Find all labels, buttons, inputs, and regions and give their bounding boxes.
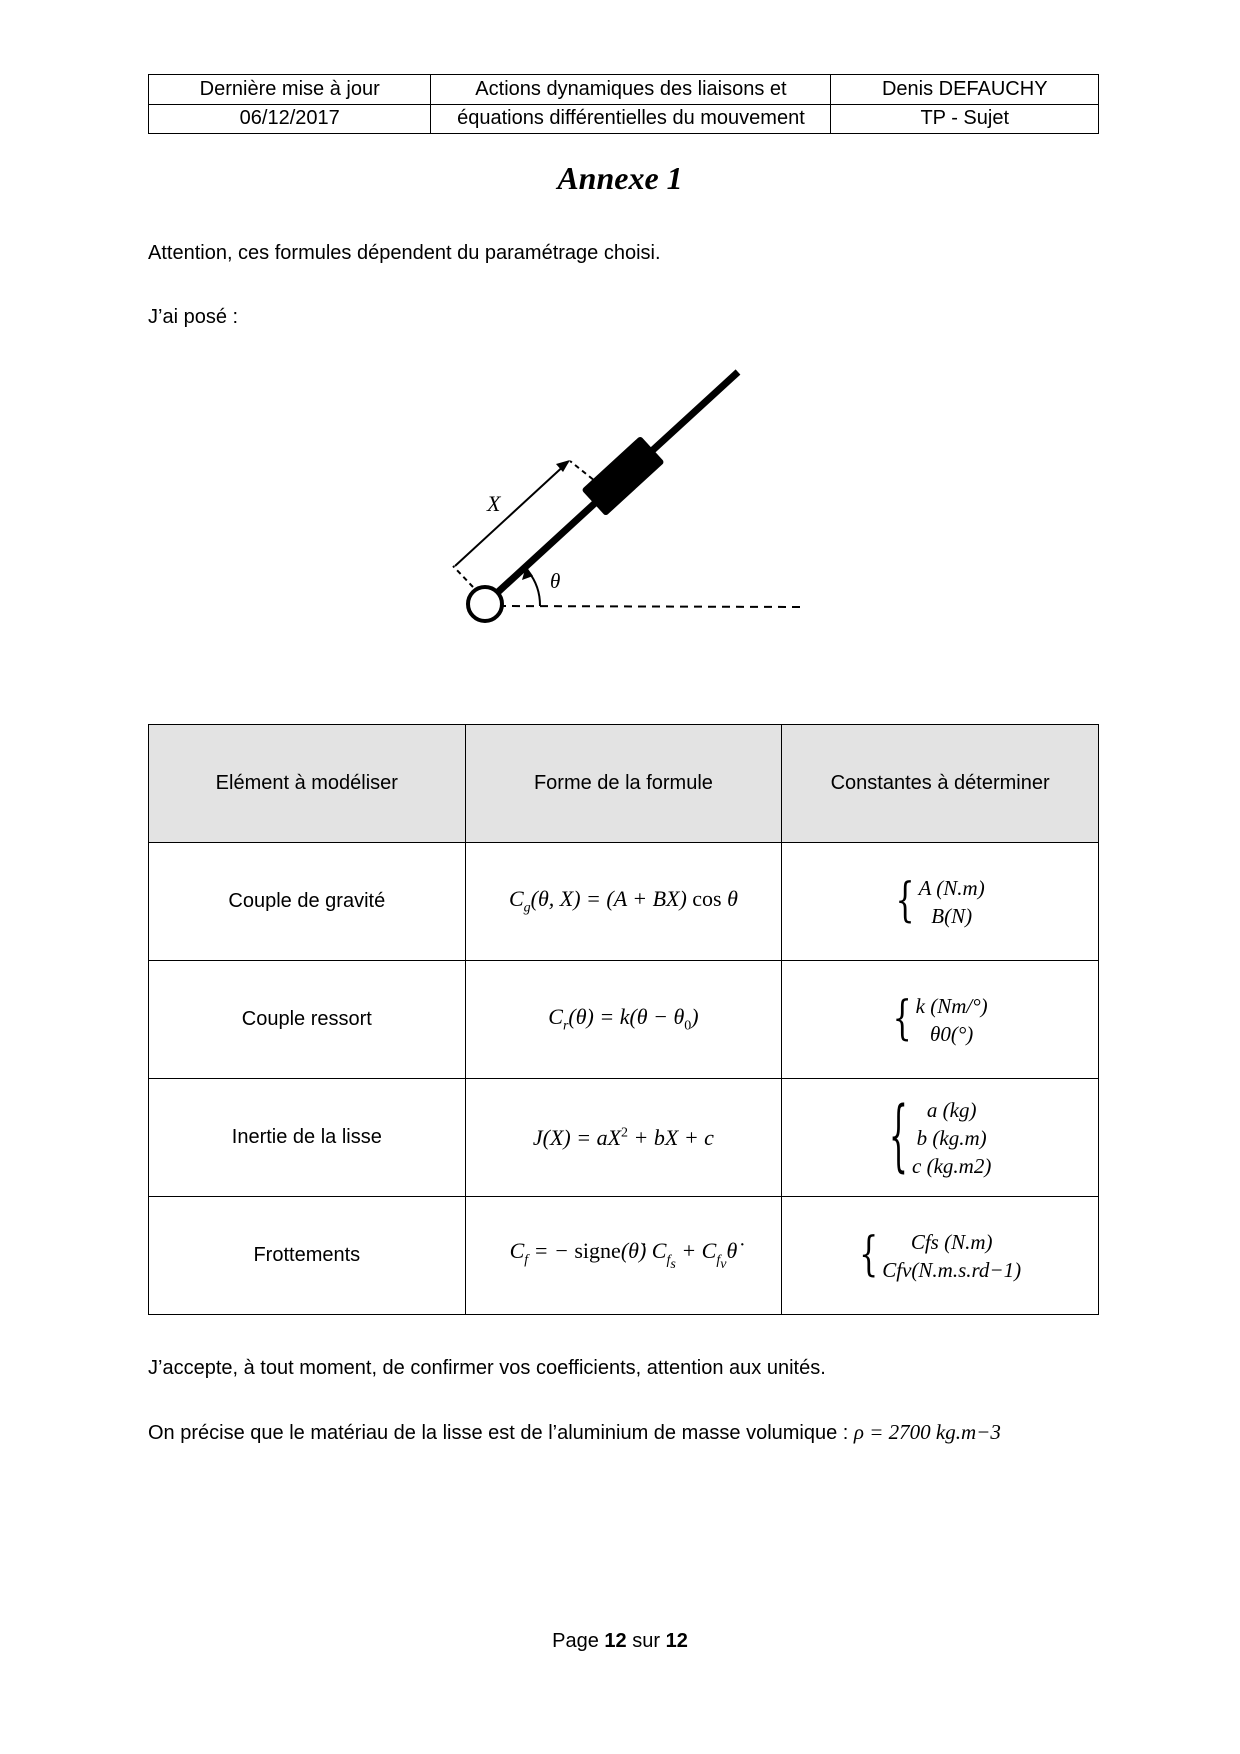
inertia-formula: $J(X) = aX^2$ + bX + c — [532, 1124, 714, 1150]
constant: B(N) — [931, 903, 973, 928]
constant: k (Nm/°) — [915, 993, 988, 1018]
footer-middle: sur — [626, 1630, 666, 1652]
constant: c (kg.m2) — [912, 1153, 992, 1178]
formula-cell — [465, 1197, 782, 1315]
constants-group — [859, 1228, 1021, 1284]
x-extension-line-left — [453, 566, 473, 587]
page-title: Annexe 1 — [557, 160, 683, 196]
posed-label: J’ai posé : — [148, 306, 239, 328]
doc-type: TP - Sujet — [831, 104, 1099, 134]
accept-text: J’accepte, à tout moment, de confirmer vos coefficients, attention aux unités. — [148, 1357, 826, 1379]
constant: b (kg.m) — [916, 1125, 987, 1150]
model-table — [148, 724, 1099, 1315]
constant: Cfv(N.m.s.rd−1) — [882, 1257, 1022, 1282]
spring-formula: $C_r(\theta) = k(\theta - \theta_0)$ — [548, 1004, 699, 1034]
left-brace: { — [888, 1092, 909, 1183]
formula-cell — [465, 843, 782, 961]
material-paragraph — [148, 1420, 1001, 1445]
theta-label: θ — [550, 569, 561, 593]
constants-group — [888, 1092, 992, 1183]
constant: A (N.m) — [918, 875, 985, 900]
left-brace: { — [895, 874, 915, 929]
table-header-cell: Constantes à déterminer — [782, 725, 1099, 843]
footer-page: 12 — [604, 1630, 627, 1652]
subject-line-1: Actions dynamiques des liaisons et — [431, 75, 831, 105]
element-cell: Frottements — [149, 1197, 466, 1315]
footer-prefix: Page — [552, 1630, 605, 1652]
formula-cell — [465, 961, 782, 1079]
formula-cell — [465, 1079, 782, 1197]
update-date: 06/12/2017 — [149, 104, 431, 134]
table-header-row — [149, 725, 1099, 843]
material-text: On précise que le matériau de la lisse est de l’aluminium de masse volumique : — [148, 1422, 854, 1444]
constant: Cfs (N.m) — [910, 1229, 993, 1254]
constants-group — [893, 992, 988, 1048]
x-dimension-line — [455, 462, 568, 566]
constants-group — [896, 874, 985, 930]
element-cell: Inertie de la lisse — [149, 1079, 466, 1197]
intro-text: Attention, ces formules dépendent du paramétrage choisi. — [148, 242, 661, 264]
page-footer — [0, 1630, 1240, 1653]
constant: a (kg) — [926, 1097, 977, 1122]
gravity-formula: $C_g(\theta$, X) = (A + BX) cos θ — [508, 886, 738, 916]
constants-cell — [782, 961, 1099, 1079]
material-formula: ρ = 2700 kg.m−3 — [853, 1420, 1001, 1444]
x-label: X — [487, 491, 501, 516]
constant: θ0(°) — [930, 1021, 974, 1046]
element-cell: Couple de gravité — [149, 843, 466, 961]
table-row — [149, 1079, 1099, 1197]
element-cell: Couple ressort — [149, 961, 466, 1079]
left-brace: { — [859, 1228, 879, 1283]
table-row — [149, 1197, 1099, 1315]
constants-cell — [782, 1079, 1099, 1197]
constants-cell — [782, 1197, 1099, 1315]
pivot-joint — [468, 587, 502, 621]
horizontal-reference-line — [498, 606, 800, 607]
author: Denis DEFAUCHY — [831, 75, 1099, 105]
friction-formula: $C_f$ = − signe(θ̇) $C_{f_s}$ + $C_{f_v}\thetȧ$ — [509, 1238, 738, 1272]
table-header-cell: Forme de la formule — [465, 725, 782, 843]
parameter-diagram — [0, 0, 1240, 700]
constants-cell — [782, 843, 1099, 961]
left-brace: { — [892, 992, 912, 1047]
table-header-cell: Elément à modéliser — [149, 725, 466, 843]
last-update-label: Dernière mise à jour — [149, 75, 431, 105]
footer-total: 12 — [665, 1630, 688, 1652]
subject-line-2: équations différentielles du mouvement — [431, 104, 831, 134]
table-row — [149, 843, 1099, 961]
table-row — [149, 961, 1099, 1079]
